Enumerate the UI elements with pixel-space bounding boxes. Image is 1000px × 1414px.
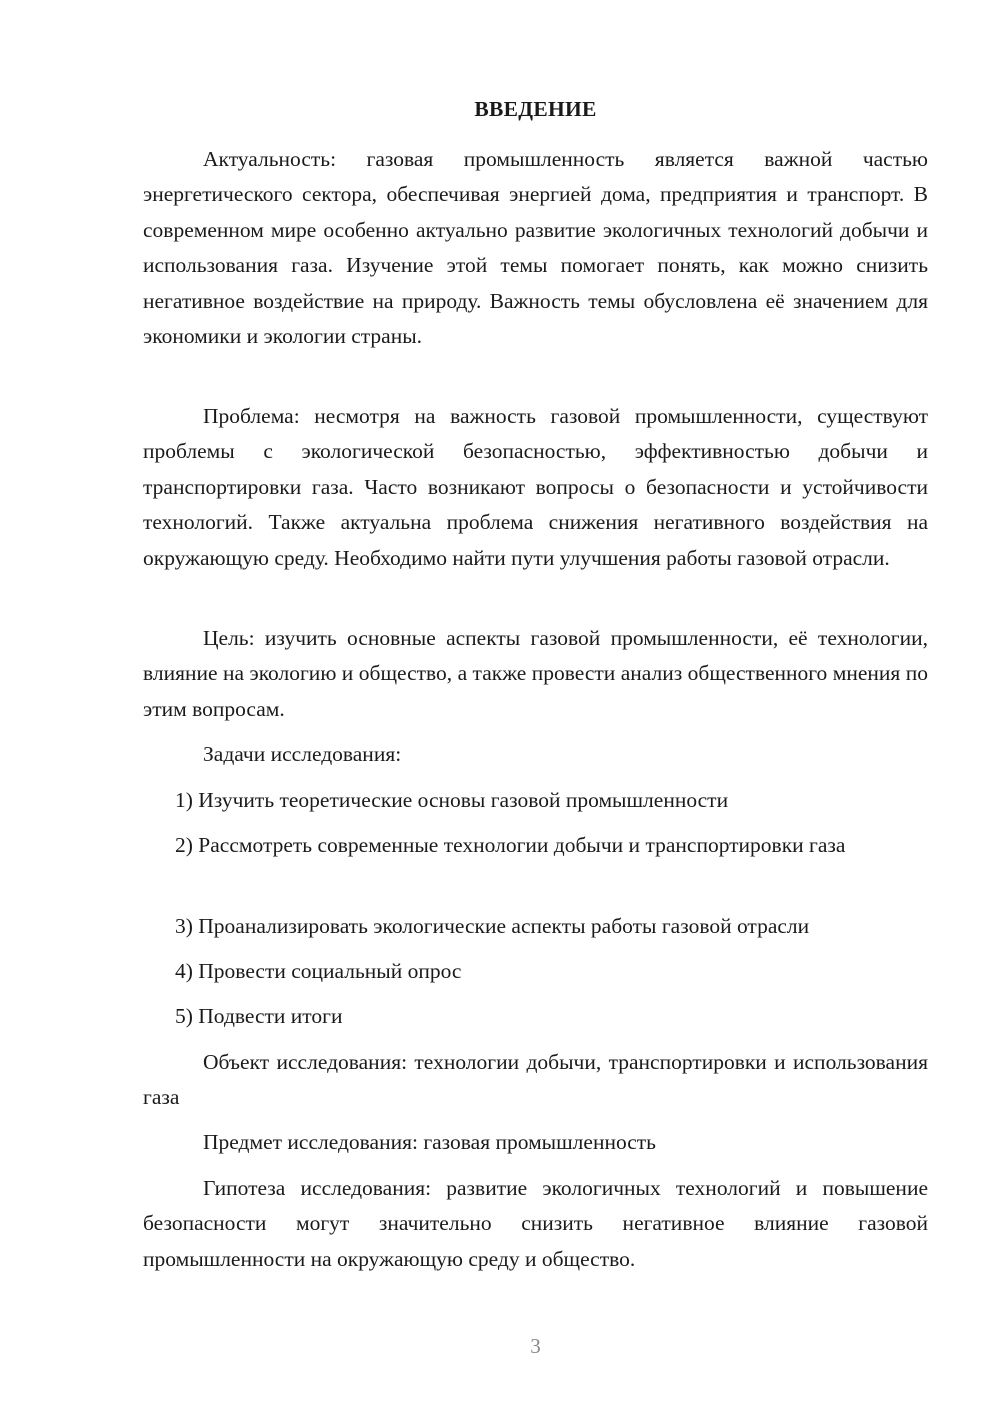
- tasks-heading: Задачи исследования:: [203, 742, 402, 766]
- page-number: 3: [530, 1334, 541, 1358]
- task-item-2: 2) Рассмотреть современные технологии добычи и транспортировки газа: [175, 833, 846, 857]
- paragraph-goal: Цель: изучить основные аспекты газовой промышленности, её технологии, влияние на экологию и общество, а также провести анализ общественного мнения по этим вопросам.: [143, 626, 928, 721]
- paragraph-relevance: Актуальность: газовая промышленность является важной частью энергетического сектора, обеспечивая энергией дома, предприятия и транспорт. В современном мире особенно актуально развитие экологичных технологий добычи и использования газа. Изучение этой темы помогает понять, как можно снизить негативное воздействие на природу. Важность темы обусловлена её значением для экономики и экологии страны.: [143, 147, 928, 349]
- document-page: [143, 0, 928, 1414]
- task-item-4: 4) Провести социальный опрос: [175, 959, 462, 983]
- task-item-3: 3) Проанализировать экологические аспекты работы газовой отрасли: [175, 914, 810, 938]
- section-title: ВВЕДЕНИЕ: [474, 97, 597, 121]
- paragraph-subject: Предмет исследования: газовая промышленность: [203, 1130, 656, 1154]
- paragraph-problem: Проблема: несмотря на важность газовой промышленности, существуют проблемы с экологической безопасностью, эффективностью добычи и транспортировки газа. Часто возникают вопросы о безопасности и устойчивости технологий. Также актуальна проблема снижения негативного воздействия на окружающую среду. Необходимо найти пути улучшения работы газовой отрасли.: [143, 404, 928, 570]
- paragraph-object: Объект исследования: технологии добычи, транспортировки и использования газа: [143, 1050, 928, 1110]
- task-item-5: 5) Подвести итоги: [175, 1004, 343, 1028]
- task-item-1: 1) Изучить теоретические основы газовой промышленности: [175, 788, 729, 812]
- paragraph-hypothesis: Гипотеза исследования: развитие экологичных технологий и повышение безопасности могут значительно снизить негативное влияние газовой промышленности на окружающую среду и общество.: [143, 1176, 928, 1271]
